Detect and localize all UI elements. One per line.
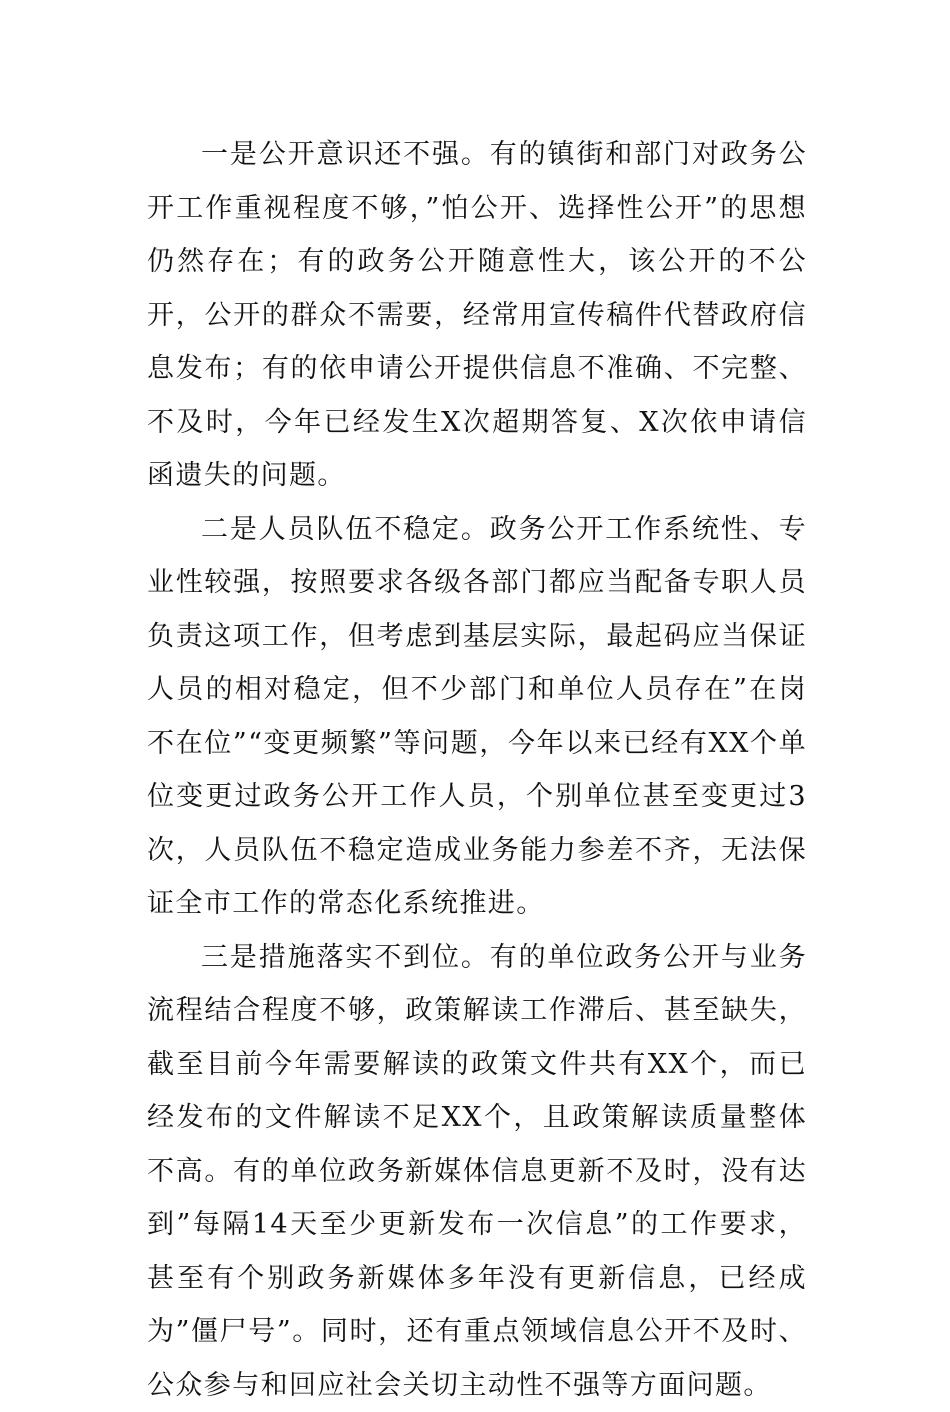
paragraph-measures-implementation: 三是措施落实不到位。有的单位政务公开与业务流程结合程度不够，政策解读工作滞后、甚至缺失，截至目前今年需要解读的政策文件共有XX个，而已经发布的文件解读不足XX个，且政策解读质量整体不高。有的单位政务新媒体信息更新不及时，没有达到”每隔14天至少更新发布一次信息”的工作要求，甚至有个别政务新媒体多年没有更新信息，已经成为”僵尸号”。同时，还有重点领域信息公开不及时、公众参与和回应社会关切主动性不强等方面问题。 bbox=[147, 931, 807, 1412]
document-body bbox=[147, 128, 807, 1412]
paragraph-publicity-awareness: 一是公开意识还不强。有的镇街和部门对政务公开工作重视程度不够，”怕公开、选择性公开”的思想仍然存在；有的政务公开随意性大，该公开的不公开，公开的群众不需要，经常用宣传稿件代替政府信息发布；有的依申请公开提供信息不准确、不完整、不及时，今年已经发生X次超期答复、X次依申请信函遗失的问题。 bbox=[147, 128, 807, 503]
paragraph-staff-stability: 二是人员队伍不稳定。政务公开工作系统性、专业性较强，按照要求各级各部门都应当配备专职人员负责这项工作，但考虑到基层实际，最起码应当保证人员的相对稳定，但不少部门和单位人员存在”在岗不在位”“变更频繁”等问题，今年以来已经有XX个单位变更过政务公开工作人员，个别单位甚至变更过3次，人员队伍不稳定造成业务能力参差不齐，无法保证全市工作的常态化系统推进。 bbox=[147, 503, 807, 931]
